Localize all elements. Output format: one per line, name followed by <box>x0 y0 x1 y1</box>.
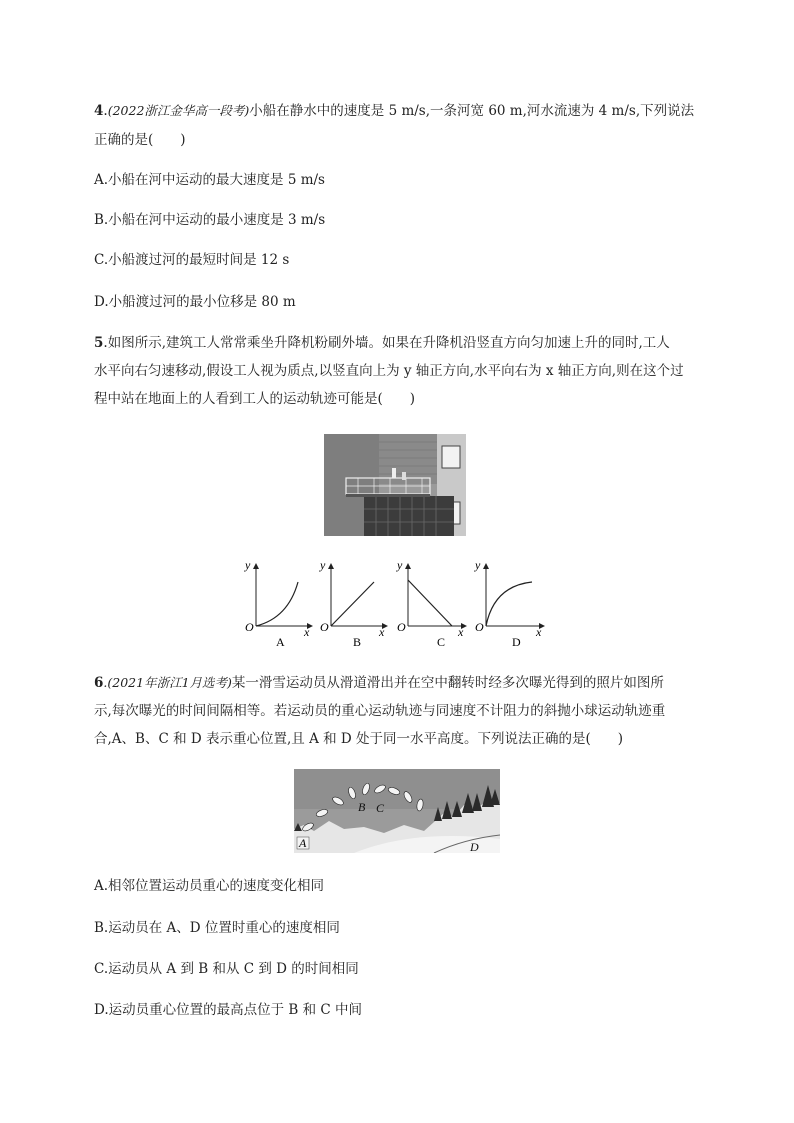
q6-option-c: C.运动员从 A 到 B 和从 C 到 D 的时间相同 <box>94 961 359 977</box>
q6-stem-line2: 示,每次曝光的时间间隔相等。若运动员的重心运动轨迹与同速度不计阻力的斜抛小球运动轨迹重 <box>94 703 666 719</box>
graph-a-letter: A <box>276 635 285 649</box>
graph-a-origin: O <box>245 620 254 634</box>
graph-d <box>474 560 544 649</box>
graph-d-letter: D <box>512 635 521 649</box>
q6-stem-text1: 某一滑雪运动员从滑道滑出并在空中翻转时经多次曝光得到的照片如图所 <box>231 675 664 691</box>
q6-source: .(2021年浙江1月选考) <box>103 675 232 690</box>
graph-c-letter: C <box>437 635 446 649</box>
q4-option-c: C.小船渡过河的最短时间是 12 s <box>94 252 290 268</box>
q5-stem-line1 <box>94 333 670 353</box>
graph-c-x-label: x <box>458 625 464 639</box>
line-c <box>408 580 452 626</box>
q6-stem-line1 <box>94 673 664 693</box>
skier-photo <box>294 769 500 853</box>
q4-source: (2022浙江金华高一段考) <box>107 103 250 118</box>
curve-d <box>486 582 532 626</box>
q4-option-d: D.小船渡过河的最小位移是 80 m <box>94 294 296 310</box>
q5-stem-line2: 水平向右匀速移动,假设工人视为质点,以竖直向上为 y 轴正方向,水平向右为 x 轴正方向,则在这个过 <box>94 363 684 379</box>
q6-option-b: B.运动员在 A、D 位置时重心的速度相同 <box>94 920 340 936</box>
graph-b <box>319 560 387 649</box>
q4-stem-line2: 正确的是( ) <box>94 132 186 148</box>
q5-graph-options <box>236 560 556 650</box>
photo-label-c: C <box>376 801 385 815</box>
q4-number: 4 <box>94 103 104 119</box>
q5-stem-line3: 程中站在地面上的人看到工人的运动轨迹可能是( ) <box>94 391 416 407</box>
graph-a-x-label: x <box>304 625 310 639</box>
graph-c <box>396 560 466 649</box>
line-b <box>331 582 374 626</box>
photo-label-a: A <box>299 836 307 850</box>
graph-b-origin: O <box>320 620 329 634</box>
graph-d-y-label: y <box>475 560 481 572</box>
q4-option-a: A.小船在河中运动的最大速度是 5 m/s <box>94 172 325 188</box>
q6-number: 6 <box>94 675 104 691</box>
graph-d-origin: O <box>475 620 484 634</box>
photo-label-d: D <box>470 840 479 853</box>
graph-a <box>244 560 312 649</box>
graph-b-x-label: x <box>379 625 385 639</box>
graph-b-y-label: y <box>320 560 326 572</box>
graph-d-x-label: x <box>536 625 542 639</box>
q6-stem-line3: 合,A、B、C 和 D 表示重心位置,且 A 和 D 处于同一水平高度。下列说法正确的是( ) <box>94 731 624 747</box>
q5-stem-text1: .如图所示,建筑工人常常乘坐升降机粉刷外墙。如果在升降机沿竖直方向匀加速上升的同时,工人 <box>103 335 670 351</box>
graph-a-y-label: y <box>245 560 251 572</box>
graph-c-origin: O <box>397 620 406 634</box>
graph-c-y-label: y <box>397 560 403 572</box>
q5-number: 5 <box>94 335 104 351</box>
building-photo <box>324 434 466 536</box>
q6-option-d: D.运动员重心位置的最高点位于 B 和 C 中间 <box>94 1002 363 1018</box>
curve-a <box>256 582 298 626</box>
graph-b-letter: B <box>353 635 362 649</box>
q6-option-a: A.相邻位置运动员重心的速度变化相同 <box>94 878 325 894</box>
photo-label-b: B <box>358 800 366 814</box>
q4-stem-text1: 小船在静水中的速度是 5 m/s,一条河宽 60 m,河水流速为 4 m/s,下列说法 <box>249 103 695 119</box>
q4-stem-line1: 4.(2022浙江金华高一段考)小船在静水中的速度是 5 m/s,一条河宽 60 m,河水流速为 4 m/s,下列说法 <box>94 103 695 119</box>
q4-option-b: B.小船在河中运动的最小速度是 3 m/s <box>94 212 326 228</box>
